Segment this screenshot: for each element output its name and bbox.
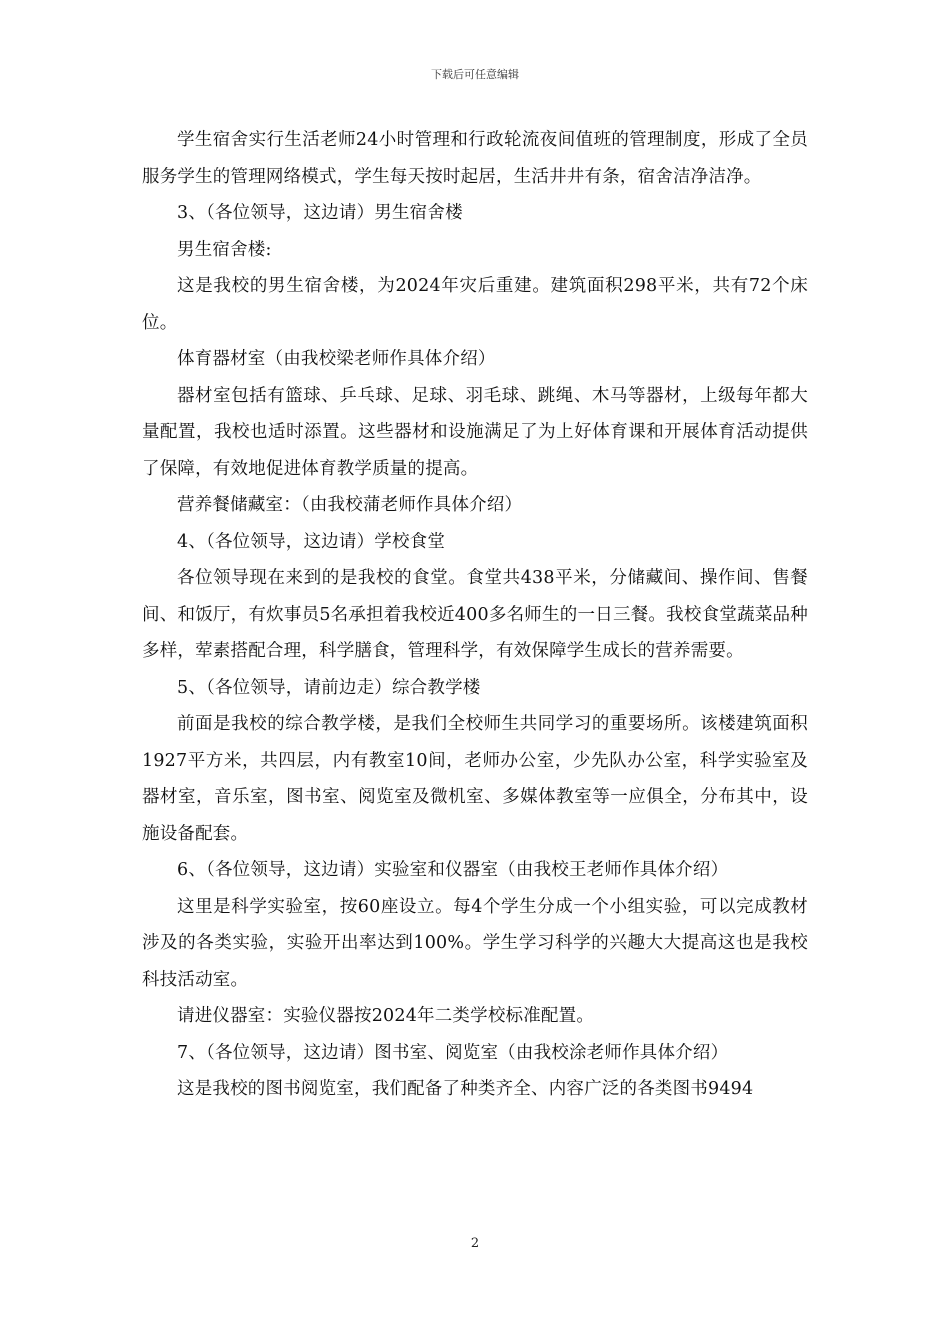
paragraph-teaching-building: 前面是我校的综合教学楼，是我们全校师生共同学习的重要场所。该楼建筑面积1927平方米，共四层，内有教室10间，老师办公室，少先队办公室，科学实验室及器材室，音乐室，图书室、阅览室及微机室、多媒体教室等一应俱全，分布其中，设施设备配套。 (142, 714, 808, 844)
heading-library: 7、（各位领导，这边请）图书室、阅览室（由我校涂老师作具体介绍） (177, 1042, 729, 1063)
heading-teaching-building: 5、（各位领导，请前边走）综合教学楼 (177, 677, 481, 698)
paragraph-laboratory: 这里是科学实验室，按60座设立。每4个学生分成一个小组实验，可以完成教材涉及的各类实验，实验开出率达到100%。学生学习科学的兴趣大大提高这也是我校科技活动室。 (142, 896, 808, 990)
subheading-sports-equipment-room: 体育器材室（由我校梁老师作具体介绍） (177, 349, 496, 369)
paragraph-boys-dormitory: 这是我校的男生宿舍楼，为2024年灾后重建。建筑面积298平米，共有72个床位。 (142, 276, 808, 333)
heading-laboratory: 6、（各位领导，这边请）实验室和仪器室（由我校王老师作具体介绍） (177, 860, 729, 880)
paragraph-canteen: 各位领导现在来到的是我校的食堂。食堂共438平米，分储藏间、操作间、售餐间、和饭厅，有炊事员5名承担着我校近400多名师生的一日三餐。我校食堂蔬菜品种多样，荤素搭配合理，科学膳食，管理科学，有效保障学生成长的营养需要。 (142, 568, 808, 661)
subheading-nutrition-storage: 营养餐储藏室：（由我校蒲老师作具体介绍） (177, 495, 523, 515)
paragraph-instrument-room: 请进仪器室：实验仪器按2024年二类学校标准配置。 (177, 1006, 595, 1026)
heading-canteen: 4、（各位领导，这边请）学校食堂 (177, 531, 446, 552)
paragraph-sports-equipment-room: 器材室包括有篮球、乒乓球、足球、羽毛球、跳绳、木马等器材，上级每年都大量配置，我校也适时添置。这些器材和设施满足了为上好体育课和开展体育活动提供了保障，有效地促进体育教学质量的提高。 (142, 385, 808, 479)
paragraph-library: 这是我校的图书阅览室，我们配备了种类齐全、内容广泛的各类图书9494 (177, 1079, 754, 1099)
subheading-boys-dormitory: 男生宿舍楼: (177, 239, 272, 260)
page-header: 下载后可任意编辑 (431, 68, 519, 81)
heading-boys-dormitory: 3、（各位领导，这边请）男生宿舍楼 (177, 203, 463, 223)
document-body (142, 122, 808, 1108)
page-number: 2 (470, 1236, 480, 1251)
paragraph-dormitory-management: 学生宿舍实行生活老师24小时管理和行政轮流夜间值班的管理制度，形成了全员服务学生的管理网络模式，学生每天按时起居，生活井井有条，宿舍洁净洁净。 (142, 130, 808, 187)
